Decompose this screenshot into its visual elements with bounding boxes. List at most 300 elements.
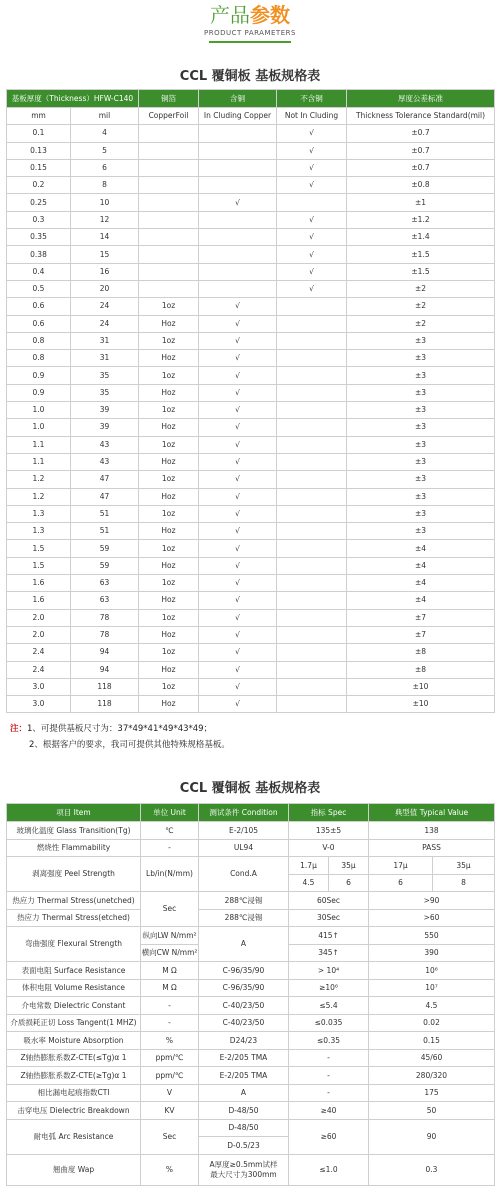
- table-cell: 0.25: [7, 194, 71, 211]
- table-cell: [277, 540, 347, 557]
- notes-label: 注：: [10, 724, 28, 735]
- table-cell: 0.13: [7, 142, 71, 159]
- table-cell: √: [199, 453, 277, 470]
- table-cell: 16: [71, 263, 139, 280]
- table-cell: 14: [71, 229, 139, 246]
- table-cell: [277, 609, 347, 626]
- table-cell: ℃: [141, 822, 199, 840]
- table-cell: 6: [329, 874, 369, 892]
- table-cell: E-2/105: [199, 822, 289, 840]
- table-cell: 1.2: [7, 488, 71, 505]
- table-cell: 体积电阻 Volume Resistance: [7, 979, 141, 997]
- table-cell: D-0.5/23: [199, 1137, 289, 1155]
- table-cell: [277, 678, 347, 695]
- table-row: [7, 142, 495, 159]
- table-cell: 1oz: [139, 678, 199, 695]
- table-cell: ±2: [347, 280, 495, 297]
- table-row: [7, 350, 495, 367]
- table-row: [7, 997, 495, 1015]
- table-row: [7, 246, 495, 263]
- table-cell: %: [141, 1032, 199, 1050]
- table-cell: ppm/℃: [141, 1067, 199, 1085]
- table-row: [7, 211, 495, 228]
- table1-title: CCL 覆铜板 基板规格表: [179, 69, 321, 84]
- table-row: [7, 909, 495, 927]
- table-cell: √: [199, 505, 277, 522]
- table-cell: 1.1: [7, 453, 71, 470]
- table-row: [7, 367, 495, 384]
- table-cell: 1oz: [139, 298, 199, 315]
- table-cell: ±10: [347, 696, 495, 713]
- table-row: [7, 263, 495, 280]
- title-underline: [209, 41, 291, 43]
- table-cell: 50: [369, 1102, 495, 1120]
- table-cell: >90: [369, 892, 495, 910]
- table-cell: ±7: [347, 609, 495, 626]
- table-row: [7, 979, 495, 997]
- table-cell: ±7: [347, 626, 495, 643]
- table-cell: 耐电弧 Arc Resistance: [7, 1119, 141, 1154]
- table-cell: E-2/205 TMA: [199, 1067, 289, 1085]
- table-cell: 39: [71, 402, 139, 419]
- table-cell: 0.3: [7, 211, 71, 228]
- table-cell: 138: [369, 822, 495, 840]
- table-cell: [277, 453, 347, 470]
- table-cell: √: [199, 626, 277, 643]
- table-cell: 10: [71, 194, 139, 211]
- sub-not-including: Not In Cluding: [277, 108, 347, 125]
- table-cell: [139, 246, 199, 263]
- table-cell: [277, 471, 347, 488]
- table2-title: CCL 覆铜板 基板规格表: [179, 781, 321, 797]
- table-cell: ≥60: [289, 1119, 369, 1154]
- table-cell: 31: [71, 350, 139, 367]
- table-cell: 6: [369, 874, 433, 892]
- table-cell: [277, 402, 347, 419]
- table-cell: ±3: [347, 471, 495, 488]
- table-row: [7, 488, 495, 505]
- table-cell: √: [277, 246, 347, 263]
- table-cell: [277, 419, 347, 436]
- table-cell: √: [199, 661, 277, 678]
- table-cell: 10⁷: [369, 979, 495, 997]
- table-row: [7, 609, 495, 626]
- table-cell: 4: [71, 125, 139, 142]
- table-cell: 35: [71, 384, 139, 401]
- table-cell: 2.0: [7, 609, 71, 626]
- table-cell: [139, 177, 199, 194]
- table-cell: Z轴热膨胀系数Z-CTE(≥Tg)α 1: [7, 1067, 141, 1085]
- table-cell: 1oz: [139, 609, 199, 626]
- table-cell: [277, 505, 347, 522]
- table-cell: [277, 315, 347, 332]
- table-row: [7, 453, 495, 470]
- table-cell: 0.9: [7, 367, 71, 384]
- table-cell: 51: [71, 505, 139, 522]
- table-cell: > 10⁴: [289, 962, 369, 980]
- table-cell: -: [141, 997, 199, 1015]
- table-cell: ±0.7: [347, 159, 495, 176]
- table-cell: 43: [71, 436, 139, 453]
- table-cell: PASS: [369, 839, 495, 857]
- table-cell: ±0.7: [347, 125, 495, 142]
- table-cell: 0.15: [7, 159, 71, 176]
- table-cell: 0.8: [7, 332, 71, 349]
- table-cell: KV: [141, 1102, 199, 1120]
- table-cell: A: [199, 927, 289, 962]
- table-cell: Hoz: [139, 557, 199, 574]
- table-cell: 118: [71, 678, 139, 695]
- table-cell: ±1: [347, 194, 495, 211]
- table-cell: √: [277, 159, 347, 176]
- table-cell: [277, 384, 347, 401]
- table-cell: 燃烧性 Flammability: [7, 839, 141, 857]
- table-row: [7, 523, 495, 540]
- table-cell: 288℃浸锡: [199, 909, 289, 927]
- table-cell: >60: [369, 909, 495, 927]
- table-cell: 20: [71, 280, 139, 297]
- table-row: [7, 1014, 495, 1032]
- table-cell: [139, 194, 199, 211]
- table-cell: [277, 194, 347, 211]
- table-cell: 0.6: [7, 298, 71, 315]
- note-1: 1、可提供基板尺寸为：37*49*41*49*43*49；: [27, 724, 213, 735]
- table-cell: 0.15: [369, 1032, 495, 1050]
- table-cell: ≤0.35: [289, 1032, 369, 1050]
- table-cell: ±8: [347, 661, 495, 678]
- table-cell: 390: [369, 944, 495, 962]
- table-cell: 175: [369, 1084, 495, 1102]
- table-row: [7, 125, 495, 142]
- notes: [10, 721, 500, 753]
- table-cell: 0.38: [7, 246, 71, 263]
- table-cell: 3.0: [7, 678, 71, 695]
- table-cell: ±1.4: [347, 229, 495, 246]
- table-cell: 2.4: [7, 644, 71, 661]
- table-cell: 相比漏电起痕指数CTI: [7, 1084, 141, 1102]
- performance-table: [6, 803, 495, 1186]
- sub-including: In Cluding Copper: [199, 108, 277, 125]
- table-cell: 280/320: [369, 1067, 495, 1085]
- table-cell: C-40/23/50: [199, 997, 289, 1015]
- table-cell: 热应力 Thermal Stress(etched): [7, 909, 141, 927]
- table-cell: 玻璃化温度 Glass Transition(Tg): [7, 822, 141, 840]
- table-cell: 2.4: [7, 661, 71, 678]
- table-cell: √: [277, 280, 347, 297]
- table-row: [7, 1032, 495, 1050]
- sub-copperfoil: CopperFoil: [139, 108, 199, 125]
- table-cell: 1.0: [7, 419, 71, 436]
- table-cell: [277, 644, 347, 661]
- table-cell: [199, 246, 277, 263]
- table-row: [7, 332, 495, 349]
- table-cell: 1.6: [7, 592, 71, 609]
- table-cell: [139, 159, 199, 176]
- table-cell: 1oz: [139, 540, 199, 557]
- table-row: [7, 177, 495, 194]
- table-cell: 1.1: [7, 436, 71, 453]
- section-title: 产品参数: [210, 3, 290, 27]
- table-cell: Sec: [141, 892, 199, 927]
- table-cell: Hoz: [139, 488, 199, 505]
- table-cell: √: [199, 678, 277, 695]
- section-subtitle: PRODUCT PARAMETERS: [204, 29, 296, 37]
- table-cell: 1.3: [7, 505, 71, 522]
- table-row: [7, 839, 495, 857]
- table-cell: C-40/23/50: [199, 1014, 289, 1032]
- table-cell: Cond.A: [199, 857, 289, 892]
- table1-body: [7, 125, 495, 713]
- table-cell: 59: [71, 540, 139, 557]
- table-cell: ±4: [347, 592, 495, 609]
- table-cell: Hoz: [139, 384, 199, 401]
- table-cell: 0.2: [7, 177, 71, 194]
- table-cell: ±3: [347, 402, 495, 419]
- table-cell: Hoz: [139, 696, 199, 713]
- table-cell: [199, 280, 277, 297]
- table-cell: ±3: [347, 453, 495, 470]
- table-cell: 0.3: [369, 1154, 495, 1185]
- table-cell: [277, 367, 347, 384]
- table-row: [7, 892, 495, 910]
- table-cell: C-96/35/90: [199, 962, 289, 980]
- table-cell: √: [199, 644, 277, 661]
- table-cell: 翘曲度 Wap: [7, 1154, 141, 1185]
- table-cell: V: [141, 1084, 199, 1102]
- sub-mil: mil: [71, 108, 139, 125]
- table-cell: -: [289, 1049, 369, 1067]
- table-cell: %: [141, 1154, 199, 1185]
- table-cell: [199, 159, 277, 176]
- th-typical: 典型值 Typical Value: [369, 804, 495, 822]
- table-cell: √: [199, 557, 277, 574]
- table-cell: 8: [71, 177, 139, 194]
- table-row: [7, 419, 495, 436]
- th-copperfoil: 铜箔: [139, 90, 199, 108]
- table-cell: 24: [71, 298, 139, 315]
- th-spec: 指标 Spec: [289, 804, 369, 822]
- table-cell: M Ω: [141, 979, 199, 997]
- table-cell: 78: [71, 609, 139, 626]
- table-cell: 1oz: [139, 575, 199, 592]
- table-row: [7, 159, 495, 176]
- table-cell: [139, 229, 199, 246]
- table-cell: 1oz: [139, 471, 199, 488]
- sub-tolerance: Thickness Tolerance Standard(mil): [347, 108, 495, 125]
- table-row: [7, 857, 495, 875]
- table-cell: ±0.8: [347, 177, 495, 194]
- table-cell: [139, 125, 199, 142]
- table-cell: 击穿电压 Dielectric Breakdown: [7, 1102, 141, 1120]
- table-cell: 2.0: [7, 626, 71, 643]
- table-row: [7, 592, 495, 609]
- table-cell: √: [199, 540, 277, 557]
- table-cell: √: [199, 298, 277, 315]
- table-cell: √: [277, 229, 347, 246]
- table-cell: 45/60: [369, 1049, 495, 1067]
- table-cell: √: [199, 436, 277, 453]
- table-cell: 1.5: [7, 557, 71, 574]
- table-cell: ±4: [347, 540, 495, 557]
- table-cell: ±0.7: [347, 142, 495, 159]
- table-cell: [139, 211, 199, 228]
- table-cell: 1.5: [7, 540, 71, 557]
- table-cell: A: [199, 1084, 289, 1102]
- table-cell: Hoz: [139, 661, 199, 678]
- table-cell: ±1.2: [347, 211, 495, 228]
- table-cell: 47: [71, 488, 139, 505]
- table-cell: ≤5.4: [289, 997, 369, 1015]
- table-cell: √: [199, 471, 277, 488]
- table-cell: 35: [71, 367, 139, 384]
- th-unit: 单位 Unit: [141, 804, 199, 822]
- table-cell: √: [277, 263, 347, 280]
- table-row: [7, 471, 495, 488]
- table-cell: UL94: [199, 839, 289, 857]
- table-cell: Sec: [141, 1119, 199, 1154]
- table-cell: [277, 350, 347, 367]
- table-cell: 15: [71, 246, 139, 263]
- table-cell: 0.02: [369, 1014, 495, 1032]
- table-row: [7, 402, 495, 419]
- table-cell: ±2: [347, 298, 495, 315]
- table-cell: 1oz: [139, 367, 199, 384]
- table-cell: [199, 263, 277, 280]
- table-row: [7, 1067, 495, 1085]
- th-not-including: 不含铜: [277, 90, 347, 108]
- table-cell: ≥40: [289, 1102, 369, 1120]
- table-cell: 118: [71, 696, 139, 713]
- table-cell: Hoz: [139, 523, 199, 540]
- table-cell: [277, 436, 347, 453]
- table-row: [7, 1049, 495, 1067]
- table-cell: 94: [71, 661, 139, 678]
- table-cell: Hoz: [139, 592, 199, 609]
- table-cell: 4.5: [289, 874, 329, 892]
- table-cell: 12: [71, 211, 139, 228]
- table-cell: √: [277, 125, 347, 142]
- table-cell: √: [199, 384, 277, 401]
- table-cell: [199, 211, 277, 228]
- table-cell: ±3: [347, 419, 495, 436]
- sub-mm: mm: [7, 108, 71, 125]
- table-cell: 30Sec: [289, 909, 369, 927]
- table-row: [7, 696, 495, 713]
- table-cell: 1.7μ: [289, 857, 329, 875]
- table-cell: [277, 332, 347, 349]
- table-cell: -: [141, 839, 199, 857]
- table-cell: 0.6: [7, 315, 71, 332]
- table-cell: 0.9: [7, 384, 71, 401]
- table-cell: ±3: [347, 332, 495, 349]
- table-cell: 1.0: [7, 402, 71, 419]
- table-cell: Hoz: [139, 350, 199, 367]
- th-thickness: 基板厚度（Thickness）HFW-C140: [7, 90, 139, 108]
- table-cell: Hoz: [139, 315, 199, 332]
- table-cell: ±2: [347, 315, 495, 332]
- table-cell: 8: [433, 874, 495, 892]
- th-including: 含铜: [199, 90, 277, 108]
- table-cell: 78: [71, 626, 139, 643]
- table-cell: Hoz: [139, 453, 199, 470]
- table-row: [7, 927, 495, 945]
- table-cell: √: [199, 419, 277, 436]
- table-cell: 6: [71, 159, 139, 176]
- table-cell: √: [199, 194, 277, 211]
- table-cell: 1.6: [7, 575, 71, 592]
- table-cell: -: [141, 1014, 199, 1032]
- table-cell: √: [277, 211, 347, 228]
- table-cell: 60Sec: [289, 892, 369, 910]
- table-cell: ±1.5: [347, 246, 495, 263]
- table-cell: √: [199, 575, 277, 592]
- table-cell: C-96/35/90: [199, 979, 289, 997]
- table-cell: -: [289, 1084, 369, 1102]
- table-cell: 1oz: [139, 644, 199, 661]
- table-cell: 热应力 Thermal Stress(unetched): [7, 892, 141, 910]
- table-cell: 弯曲强度 Flexural Strength: [7, 927, 141, 962]
- table-row: [7, 384, 495, 401]
- table-cell: 横向CW N/mm²: [141, 944, 199, 962]
- table-cell: [139, 280, 199, 297]
- table-cell: E-2/205 TMA: [199, 1049, 289, 1067]
- table-cell: 0.8: [7, 350, 71, 367]
- table-row: [7, 315, 495, 332]
- table-cell: [277, 626, 347, 643]
- table-cell: 纵向LW N/mm²: [141, 927, 199, 945]
- table-cell: 0.5: [7, 280, 71, 297]
- table-cell: 0.4: [7, 263, 71, 280]
- table-cell: 17μ: [369, 857, 433, 875]
- table-cell: 0.35: [7, 229, 71, 246]
- table-cell: 35μ: [329, 857, 369, 875]
- table-row: [7, 575, 495, 592]
- table-cell: [277, 696, 347, 713]
- table-cell: ±3: [347, 367, 495, 384]
- table-cell: ±3: [347, 488, 495, 505]
- table-row: [7, 194, 495, 211]
- table-cell: √: [199, 332, 277, 349]
- table-cell: [277, 298, 347, 315]
- table-cell: 47: [71, 471, 139, 488]
- th-condition: 测试条件 Condition: [199, 804, 289, 822]
- table-cell: √: [199, 367, 277, 384]
- table-cell: [277, 592, 347, 609]
- table-cell: 5: [71, 142, 139, 159]
- table-cell: Lb/in(N/mm): [141, 857, 199, 892]
- table-row: [7, 298, 495, 315]
- table-row: [7, 229, 495, 246]
- table-row: [7, 557, 495, 574]
- table-cell: ±3: [347, 436, 495, 453]
- table-row: [7, 644, 495, 661]
- table-row: [7, 280, 495, 297]
- table-cell: 51: [71, 523, 139, 540]
- table-cell: 90: [369, 1119, 495, 1154]
- table-cell: 345↑: [289, 944, 369, 962]
- table-cell: ±10: [347, 678, 495, 695]
- table-row: [7, 1154, 495, 1185]
- table-cell: 415↑: [289, 927, 369, 945]
- table-cell: √: [277, 142, 347, 159]
- table-cell: 35μ: [433, 857, 495, 875]
- table-cell: √: [199, 609, 277, 626]
- table-cell: ±4: [347, 575, 495, 592]
- table-cell: M Ω: [141, 962, 199, 980]
- table-cell: 39: [71, 419, 139, 436]
- table-cell: Hoz: [139, 419, 199, 436]
- table-cell: √: [199, 592, 277, 609]
